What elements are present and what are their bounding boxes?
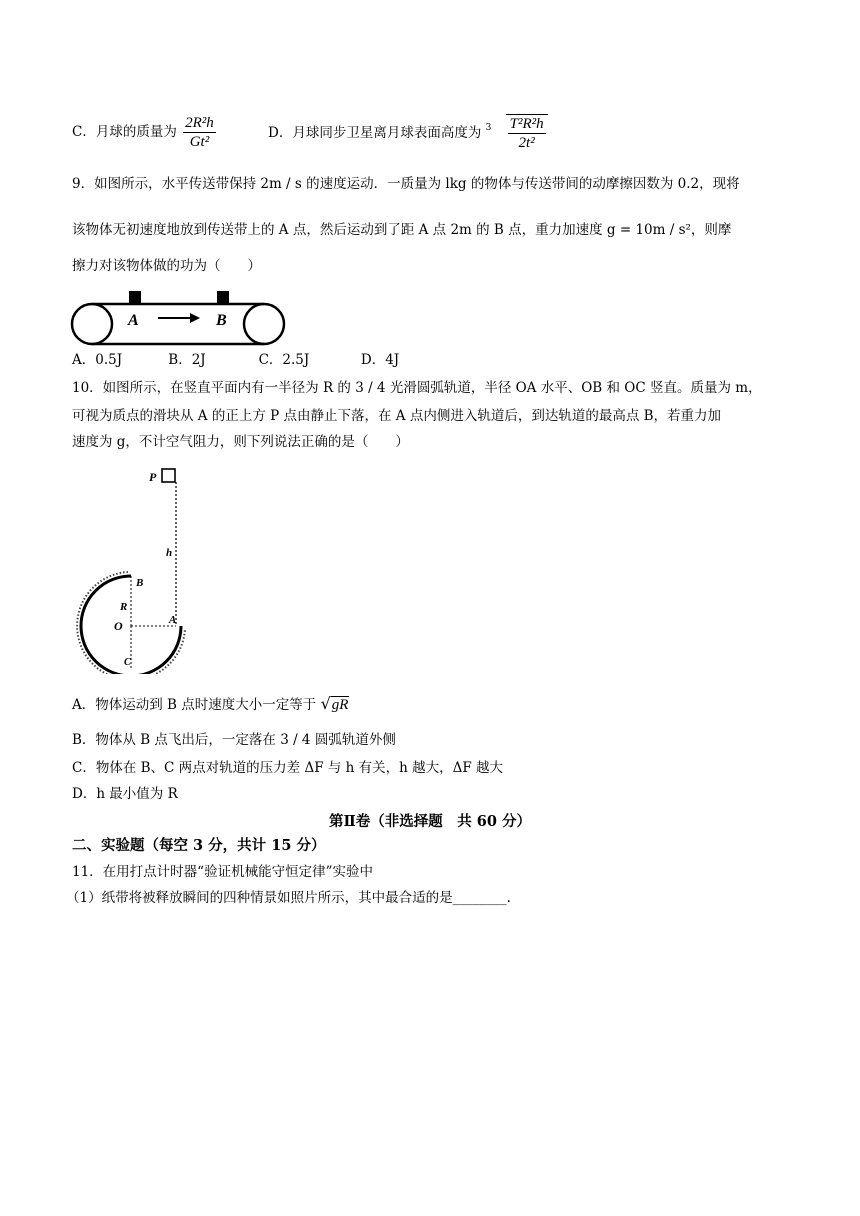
point-p-block	[162, 469, 175, 482]
q8-option-d-fraction	[508, 115, 546, 152]
label-r: R	[120, 601, 128, 613]
q8-option-d-radical	[486, 114, 548, 152]
q9-line-3: 擦力对该物体做的功为（ ）	[72, 258, 261, 274]
label-o: O	[114, 619, 123, 633]
q11-line: 11．在用打点计时器“验证机械能守恒定律”实验中	[72, 864, 373, 880]
label-b: B	[216, 312, 227, 329]
label-b: B	[136, 577, 144, 589]
block-at-b	[217, 291, 229, 304]
q8-option-d	[268, 114, 548, 152]
q8-option-c-numerator: 2R²h	[185, 115, 214, 131]
q10-line-3: 速度为 g，不计空气阻力，则下列说法正确的是（ ）	[72, 434, 409, 450]
q8-option-c-prefix: C．月球的质量为	[72, 124, 177, 140]
volume-title: 第Ⅱ卷（非选择题 共 60 分）	[329, 813, 531, 830]
q10-option-a	[72, 694, 349, 715]
q10-line-1: 10．如图所示，在竖直平面内有一半径为 R 的 3 / 4 光滑圆弧轨道，半径 OA 水平、OB 和 OC 竖直。质量为 m，	[72, 380, 762, 396]
q8-option-d-numerator: T²R²h	[509, 116, 544, 132]
label-h: h	[166, 547, 173, 559]
label-c: C	[124, 657, 131, 668]
q10-option-d: D．h 最小值为 R	[72, 786, 178, 802]
part-title: 二、实验题（每空 3 分，共计 15 分）	[72, 837, 326, 854]
block-at-a	[129, 291, 141, 304]
q10-option-a-radicand: gR	[331, 697, 349, 713]
q8-option-c-fraction	[183, 114, 216, 151]
q9-line-2: 该物体无初速度地放到传送带上的 A 点，然后运动到了距 A 点 2m 的 B 点，重力加速度 g = 10m / s²，则摩	[72, 222, 732, 238]
velocity-arrowhead	[190, 313, 200, 323]
left-roller	[72, 304, 112, 344]
q8-option-d-root-index: 3	[485, 123, 492, 133]
q9-option-d: D．4J	[360, 352, 400, 368]
q10-option-a-prefix: A．物体运动到 B 点时速度大小一定等于	[72, 697, 317, 713]
label-a: A	[128, 312, 139, 329]
right-roller	[244, 304, 284, 344]
q11-sub-1: （1）纸带将被释放瞬间的四种情景如照片所示，其中最合适的是________.	[66, 890, 511, 906]
q9-line-1: 9．如图所示，水平传送带保持 2m / s 的速度运动．一质量为 lkg 的物体与传送带间的动摩擦因数为 0.2，现将	[72, 176, 740, 192]
q9-option-b: B．2J	[168, 352, 206, 368]
circular-track-figure	[68, 462, 198, 674]
q9-option-a: A．0.5J	[72, 352, 123, 368]
q8-option-d-denominator: 2t²	[518, 135, 535, 151]
q8-option-d-prefix: D．月球同步卫星离月球表面高度为	[268, 125, 482, 141]
q10-option-a-sqrt: √gR	[320, 694, 349, 713]
label-a: A	[169, 614, 177, 626]
q8-option-c-denominator: Gt²	[189, 134, 210, 150]
label-p: P	[149, 470, 157, 484]
q10-line-2: 可视为质点的滑块从 A 的正上方 P 点由静止下落，在 A 点内侧进入轨道后，到达轨道的最高点 B，若重力加	[72, 408, 722, 424]
q10-option-c: C．物体在 B、C 两点对轨道的压力差 ΔF 与 h 有关，h 越大，ΔF 越大	[72, 760, 504, 776]
q10-option-b: B．物体从 B 点飞出后，一定落在 3 / 4 圆弧轨道外侧	[72, 732, 396, 748]
conveyor-belt-figure	[68, 286, 290, 348]
q9-option-c: C．2.5J	[258, 352, 310, 368]
q8-options	[72, 114, 218, 151]
q9-options	[72, 350, 399, 370]
